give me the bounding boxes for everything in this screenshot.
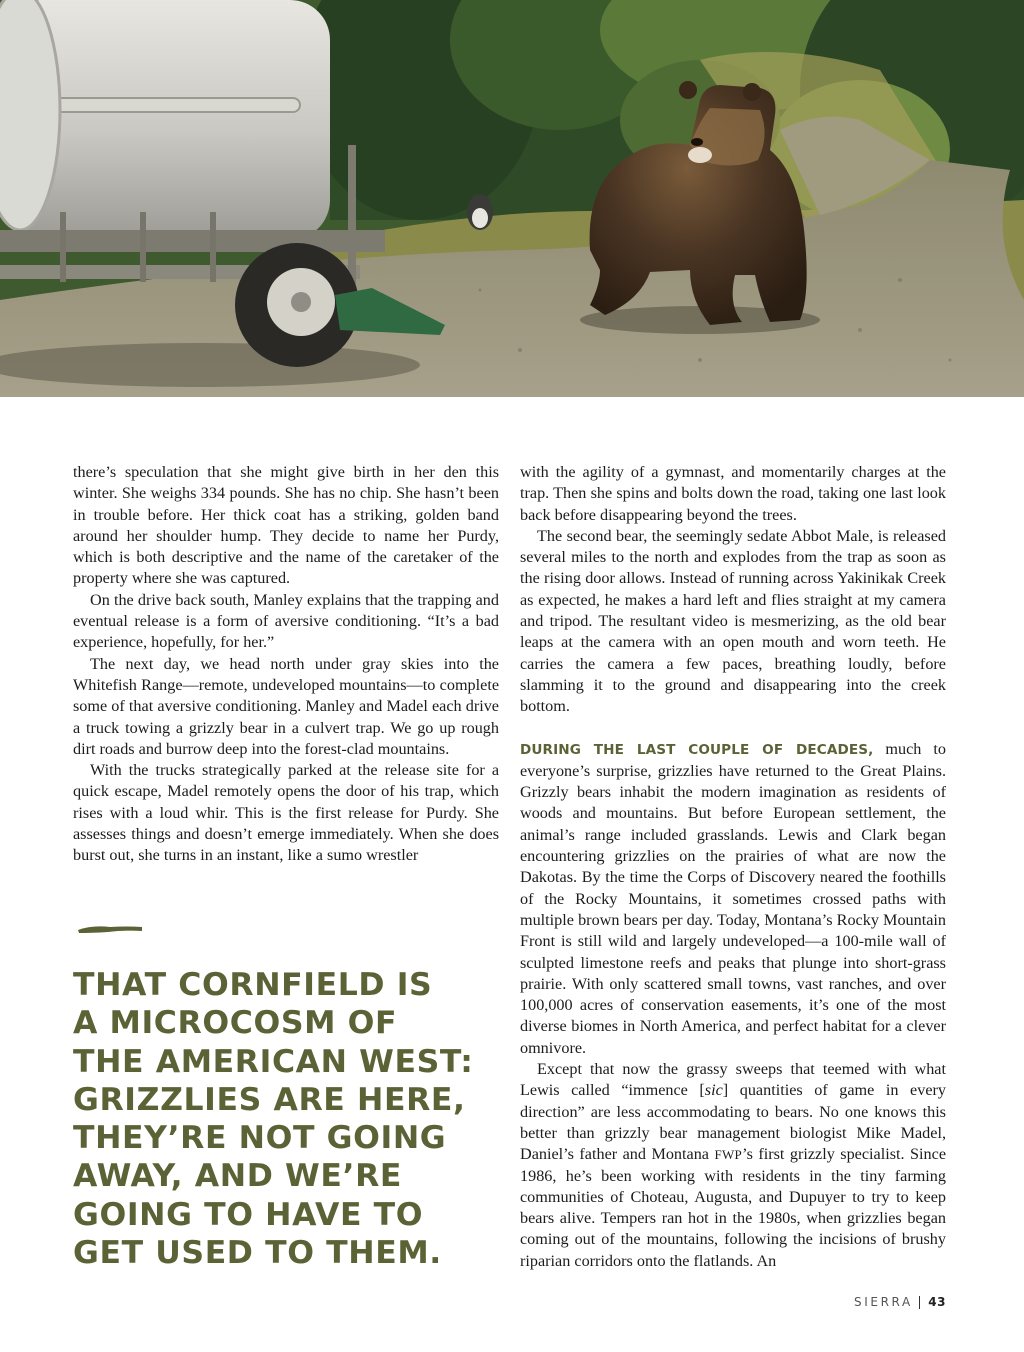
paragraph: On the drive back south, Manley explains that the trapping and eventual release is a form of aversive conditioning. “It’s a bad experience, hopefully, for her.” bbox=[73, 590, 499, 652]
paragraph: The next day, we head north under gray skies into the Whitefish Range—remote, undeveloped mountains—to complete some of that aversive conditioning. Manley and Madel each drive a truck towing a grizzly bear in a culvert trap. We go up rough dirt roads and burrow deep into the forest-clad mountains. bbox=[73, 654, 499, 758]
paragraph bbox=[520, 1059, 946, 1272]
section-paragraph bbox=[520, 739, 946, 1059]
paragraph-text: much to everyone’s surprise, grizzlies have returned to the Great Plains. Grizzly bears inhabit the modern imagination as residents of woods and mountains. But before European settlement, the animal’s range included grasslands. Lewis and Clark began encountering grizzlies on the prairies of what are now the Dakotas. By the time the Corps of Discovery neared the foothills of the Rocky Mountains, it sometimes crossed paths with multiple brown bears per day. Today, Montana’s Rocky Mountain Front is still wild and largely undeveloped—a 100-mile wall of sculpted limestone reefs and peaks that plunge into short-grass prairie. With only scattered small towns, vast ranches, and over 100,000 acres of conservation easements, it’s one of the most diverse biomes in North America, and perfect habitat for a clever omnivore. bbox=[520, 739, 946, 1057]
paragraph: The second bear, the seemingly sedate Abbot Male, is released several miles to the north and explodes from the trap as soon as the rising door allows. Instead of running across Yakinikak Creek as expected, he makes a hard left and flies straight at my camera and tripod. The resultant video is mesmerizing, as the old bear leaps at the camera with an open mouth and worn teeth. He carries the camera a few paces, breathing loudly, before slamming it to the ground and disappearing into the creek bottom. bbox=[520, 526, 946, 716]
pull-quote-line: THE AMERICAN WEST: bbox=[73, 1043, 474, 1080]
paragraph: With the trucks strategically parked at the release site for a quick escape, Madel remotely opens the door of his trap, which rises with a loud whir. This is the first release for Purdy. She assesses things and doesn’t emerge immediately. When she does burst out, she turns in an instant, like a sumo wrestler bbox=[73, 761, 499, 865]
paragraph: there’s speculation that she might give birth in her den this winter. She weighs 334 pounds. She has no chip. She hasn’t been in trouble before. Her thick coat has a striking, golden band around her shoulder hump. They decide to name her Purdy, which is both descriptive and the name of the caretaker of the property where she was captured. bbox=[73, 463, 499, 588]
sic-italic: sic bbox=[704, 1081, 723, 1100]
bear-release-illustration bbox=[0, 0, 1024, 397]
paragraph-text: ] quantities of game in every direction” are less accommodating to bears. No one knows this better than grizzly bear management biologist Mike Madel, Daniel’s father and Montana bbox=[520, 1081, 946, 1164]
pull-quote-line: A MICROCOSM OF bbox=[73, 1005, 398, 1042]
pull-quote-line: GET USED TO THEM. bbox=[73, 1235, 442, 1272]
body-column-right bbox=[520, 462, 946, 1272]
paragraph: with the agility of a gymnast, and momentarily charges at the trap. Then she spins and bolts down the road, taking one last look back before disappearing beyond the trees. bbox=[520, 463, 946, 524]
section-lead-in: DURING THE LAST COUPLE OF DECADES, bbox=[520, 741, 874, 758]
page-number: 43 bbox=[928, 1295, 946, 1309]
body-column-left bbox=[73, 462, 499, 867]
magazine-name: SIERRA bbox=[854, 1295, 913, 1309]
pull-quote-line: AWAY, AND WE’RE bbox=[73, 1158, 403, 1195]
paragraph-text: ’s first grizzly specialist. Since 1986, he’s been working with residents in the tiny farming communities of Choteau, Augusta, and Dupuyer to try to keep bears alive. Tempers ran hot in the 1980s, when grizzlies began coming out of the mountains, following the incisions of brushy riparian corridors onto the flatlands. An bbox=[520, 1145, 946, 1270]
page-folio bbox=[854, 1295, 946, 1309]
pull-quote-dash-mark bbox=[76, 922, 144, 934]
folio-divider bbox=[919, 1296, 921, 1309]
hero-photo bbox=[0, 0, 1024, 397]
fwp-abbreviation: FWP bbox=[714, 1147, 743, 1163]
pull-quote-line: THAT CORNFIELD IS bbox=[73, 967, 433, 1003]
paragraph-text: Except that now the grassy sweeps that teemed with what Lewis called “immence [ bbox=[520, 1060, 946, 1100]
pull-quote-line: GOING TO HAVE TO bbox=[73, 1196, 424, 1233]
pull-quote-line: THEY’RE NOT GOING bbox=[73, 1120, 447, 1157]
pull-quote-line: GRIZZLIES ARE HERE, bbox=[73, 1081, 466, 1118]
pull-quote bbox=[73, 966, 493, 1272]
